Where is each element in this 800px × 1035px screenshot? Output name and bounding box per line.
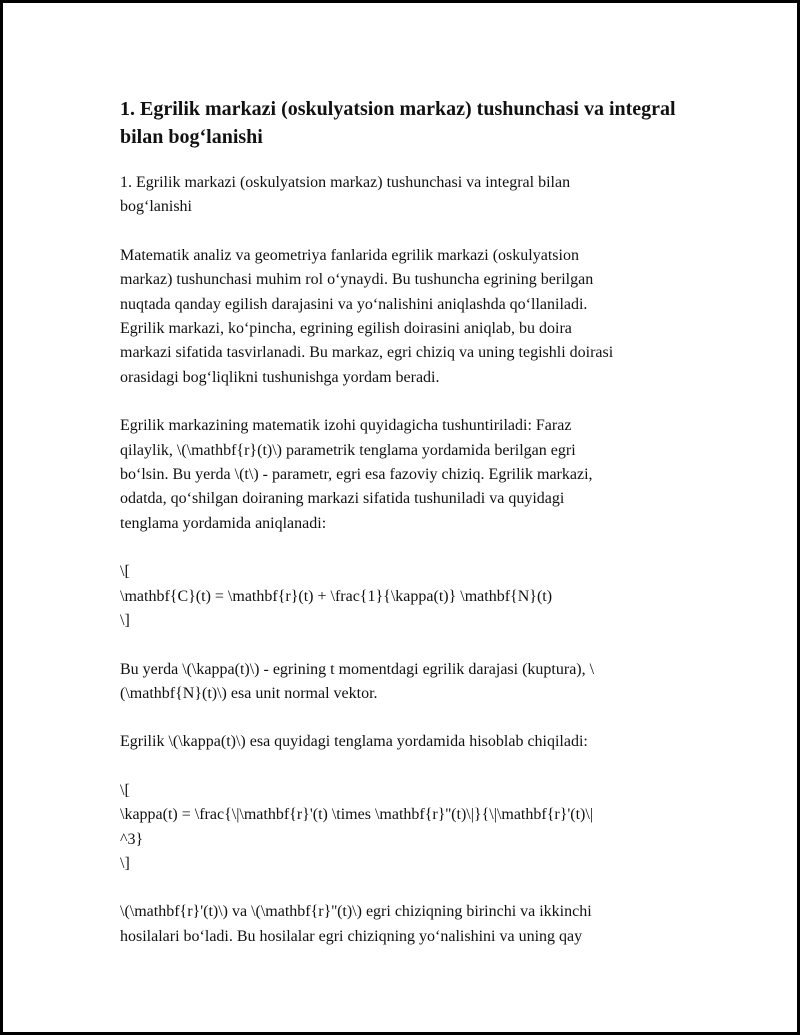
paragraph-derivatives: \(\mathbf{r}'(t)\) va \(\mathbf{r}''(t)\) egri chiziqning birinchi va ikkinchi hosilalari bo‘ladi. Bu hosilalar egri chiziqning yo‘nalishini va uning qay bbox=[120, 903, 592, 945]
equation-center-formula: \[ \mathbf{C}(t) = \mathbf{r}(t) + \frac{1}{\kappa(t)} \mathbf{N}(t) \] bbox=[120, 563, 553, 630]
document-heading: 1. Egrilik markazi (oskulyatsion markaz) tushunchasi va integral bilan bog‘lanishi bbox=[120, 98, 676, 148]
paragraph-definition: Egrilik markazining matematik izohi quyidagicha tushuntiriladi: Faraz qilaylik, \(\mathbf{r}(t)\) parametrik tenglama yordamida berilgan egri bo‘lsin. Bu yerda \(t\) - parametr, egri esa fazoviy chiziq. Egrilik markazi, odatda, qo‘shilgan doiraning markazi sifatida tushuniladi va quyidagi tenglama yordamida aniqlanadi: bbox=[120, 417, 593, 532]
paragraph-notation: Bu yerda \(\kappa(t)\) - egrining t momentdagi egrilik darajasi (kuptura), \ (\mathbf{N}(t)\) esa unit normal vektor. bbox=[120, 660, 595, 702]
paragraph-title-repeat: 1. Egrilik markazi (oskulyatsion markaz) tushunchasi va integral bilan bog‘lanishi bbox=[120, 174, 571, 216]
paragraph-curvature-intro: Egrilik \(\kappa(t)\) esa quyidagi tenglama yordamida hisoblab chiqiladi: bbox=[120, 733, 588, 751]
document-body bbox=[120, 95, 680, 973]
paragraph-intro: Matematik analiz va geometriya fanlarida egrilik markazi (oskulyatsion markaz) tushunchasi muhim rol o‘ynaydi. Bu tushuncha egrining berilgan nuqtada qanday egilish darajasini va yo‘nalishini aniqlashda qo‘llaniladi. Egrilik markazi, ko‘pincha, egrining egilish doirasini aniqlab, bu doira markazi sifatida tasvirlanadi. Bu markaz, egri chiziq va uning tegishli doirasi orasidagi bog‘liqlikni tushunishga yordam beradi. bbox=[120, 246, 614, 386]
equation-curvature-formula: \[ \kappa(t) = \frac{\|\mathbf{r}'(t) \times \mathbf{r}''(t)\|}{\|\mathbf{r}'(t)\| ^3} \] bbox=[120, 781, 594, 872]
